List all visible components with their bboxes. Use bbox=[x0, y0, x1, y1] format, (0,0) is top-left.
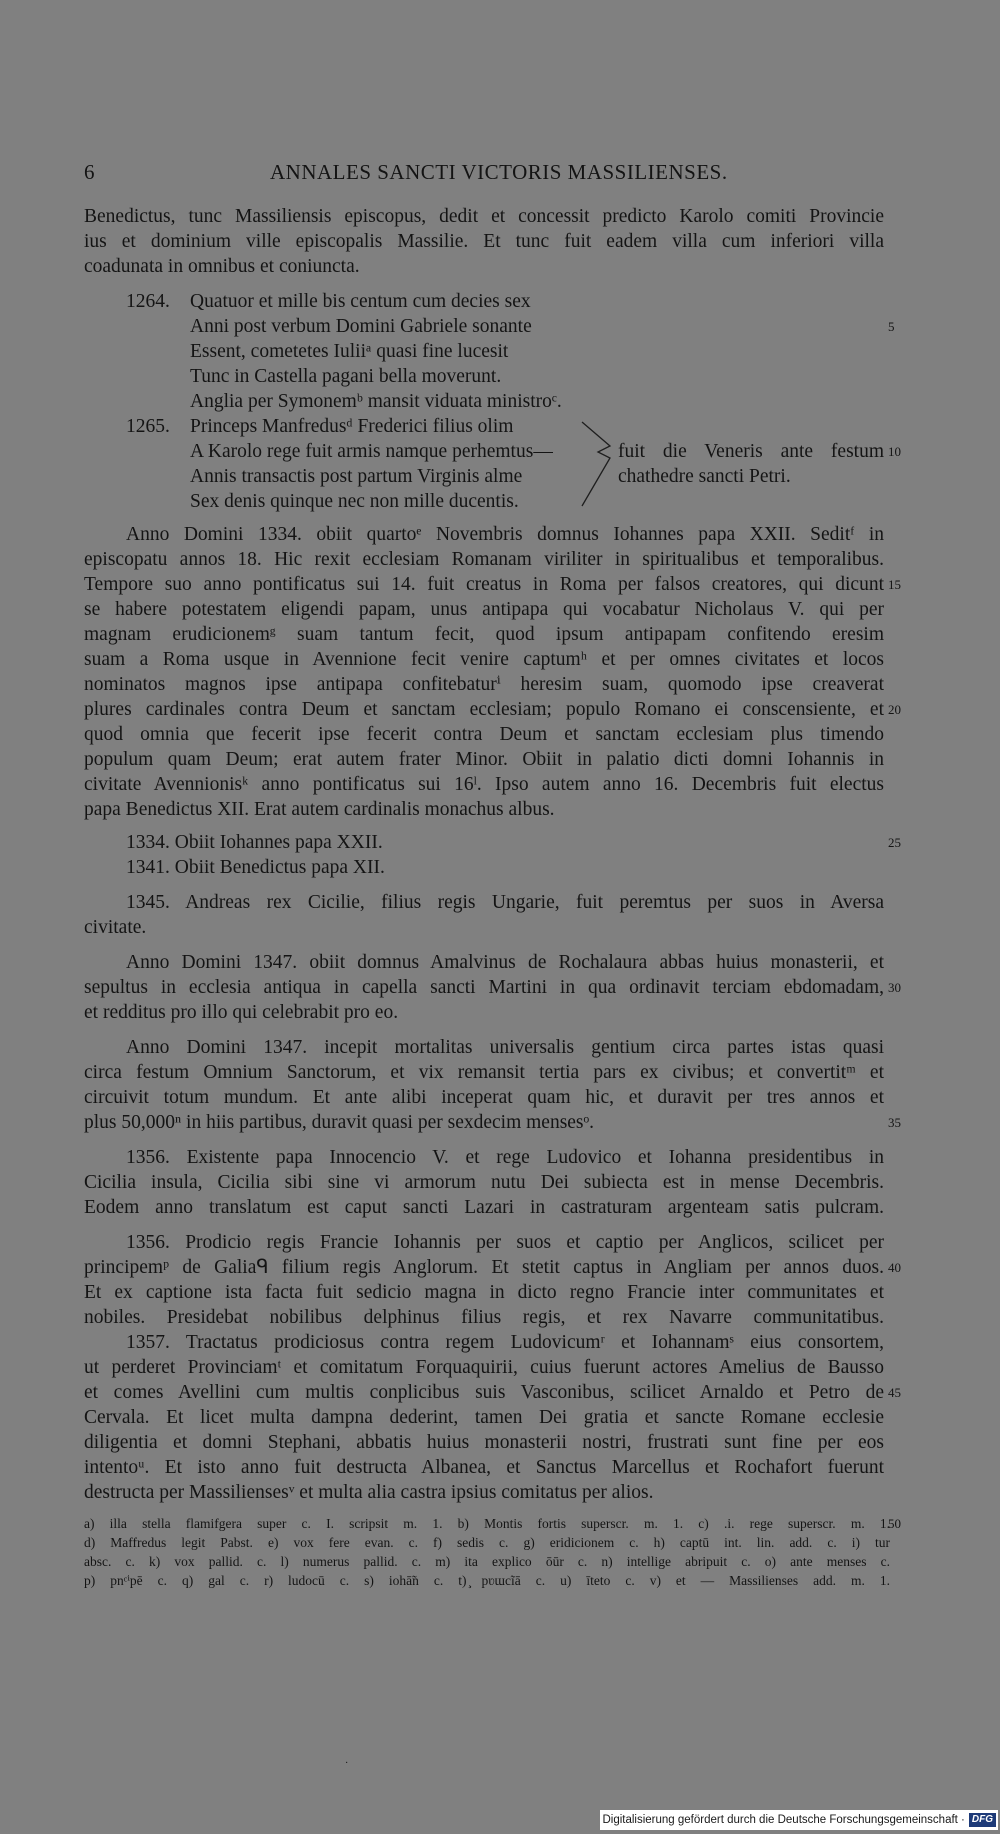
text-line: et comes Avellini cum multis conplicibus suis Vasconibus, scilicet Arnaldo et Petro de bbox=[84, 1382, 884, 1403]
dfg-logo: DFG bbox=[969, 1813, 996, 1827]
line-number: 20 bbox=[888, 702, 901, 717]
line-number: 35 bbox=[888, 1115, 901, 1130]
text-line: ut perderet Provinciamᵗ et comitatum Forquaquirii, cuius fuerunt actores Amelius de Bausso bbox=[84, 1357, 884, 1378]
verse-line: Anglia per Symonemᵇ mansit viduata ministroᶜ. bbox=[190, 391, 562, 412]
text-line: episcopatu annos 18. Hic rexit ecclesiam Romanam viriliter in spiritualibus et temporalibus. bbox=[84, 549, 884, 570]
text-line: plures cardinales contra Deum et sanctam ecclesiam; populo Romano ei conscensiente, et bbox=[84, 699, 884, 720]
text-line: populum quam Deum; erat autem frater Minor. Obiit in palatio dicti domni Iohannis in bbox=[84, 749, 884, 770]
brace-icon bbox=[578, 420, 618, 510]
line-number: 10 bbox=[888, 444, 901, 459]
text-line: et redditus pro illo qui celebrabit pro eo. bbox=[84, 1002, 399, 1023]
text-line: Benedictus, tunc Massiliensis episcopus, dedit et concessit predicto Karolo comiti Provincie bbox=[84, 206, 884, 227]
footnote-line: p) pnᶜⁱpē c. q) gal c. r) ludocū c. s) iohā̃n c. t) ̧pʋɯcĩā c. u) īteto c. v) et — Massilienses add. m. 1. bbox=[84, 1573, 890, 1588]
text-line: nobiles. Presidebat nobilibus delphinus filius regis, et rex Navarre communitatibus. bbox=[84, 1307, 884, 1328]
line-number: 15 bbox=[888, 577, 901, 592]
line-number: 30 bbox=[888, 980, 901, 995]
text-line: 1334. Obiit Iohannes papa XXII. bbox=[126, 832, 383, 853]
text-line: Anno Domini 1347. obiit domnus Amalvinus de Rochalaura abbas huius monasterii, et bbox=[126, 952, 884, 973]
text-line: 1345. Andreas rex Cicilie, filius regis Ungarie, fuit peremtus per suos in Aversa bbox=[126, 892, 884, 913]
text-line: 1356. Prodicio regis Francie Iohannis per suos et captio per Anglicos, scilicet per bbox=[126, 1232, 884, 1253]
line-number: 50 bbox=[888, 1516, 901, 1531]
verse-line: Sex denis quinque nec non mille ducentis. bbox=[190, 491, 519, 512]
text-line: 1356. Existente papa Innocencio V. et rege Ludovico et Iohanna presidentibus in bbox=[126, 1147, 884, 1168]
year-label: 1265. bbox=[126, 416, 170, 437]
verse-line: Essent, cometetes Iuliiᵃ quasi fine lucesit bbox=[190, 341, 509, 362]
verse-line: Quatuor et mille bis centum cum decies sex bbox=[190, 291, 531, 312]
text-line: quod omnia que fecerit ipse fecerit contra Deum et sanctam ecclesiam plus timendo bbox=[84, 724, 884, 745]
text-line: Cicilia insula, Cicilia sibi sine vi armorum nutu Dei subiecta est in mense Decembris. bbox=[84, 1172, 884, 1193]
text-line: ius et dominium ville episcopalis Massilie. Et tunc fuit eadem villa cum inferiori villa bbox=[84, 231, 884, 252]
text-line: intentoᵘ. Et isto anno fuit destructa Albanea, et Sanctus Marcellus et Rochafort fuerunt bbox=[84, 1457, 884, 1478]
line-number: 45 bbox=[888, 1385, 901, 1400]
text-line: 1357. Tractatus prodiciosus contra regem Ludovicumʳ et Iohannamˢ eius consortem, bbox=[126, 1332, 884, 1353]
text-line: Anno Domini 1334. obiit quartoᵉ Novembris domnus Iohannes papa XXII. Seditᶠ in bbox=[126, 524, 884, 545]
page-number: 6 bbox=[84, 160, 95, 184]
ink-dot: · bbox=[345, 1758, 349, 1769]
text-line: nominatos magnos ipse antipapa confitebaturⁱ heresim suam, quomodo ipse creaverat bbox=[84, 674, 884, 695]
footnote-line: a) illa stella flamifgera super c. I. scripsit m. 1. b) Montis fortis superscr. m. 1. c) .i. rege superscr. m. 1. bbox=[84, 1516, 890, 1531]
text-line: destructa per Massiliensesᵛ et multa alia castra ipsius comitatus per alios. bbox=[84, 1482, 654, 1503]
text-line: Cervala. Et licet multa dampna dederint, tamen Dei gratia et sancte Romane ecclesie bbox=[84, 1407, 884, 1428]
margin-note-line: chathedre sancti Petri. bbox=[618, 466, 791, 487]
line-number: 40 bbox=[888, 1260, 901, 1275]
text-line: Et ex captione ista facta fuit sedicio magna in dicto regno Francie inter communitates et bbox=[84, 1282, 884, 1303]
running-header bbox=[84, 160, 914, 190]
text-line: plus 50,000ⁿ in hiis partibus, duravit quasi per sexdecim mensesᵒ. bbox=[84, 1112, 595, 1133]
margin-note-line: fuit die Veneris ante festum bbox=[618, 441, 884, 462]
text-line: Eodem anno translatum est caput sancti Lazari in castraturam argenteam satis pulcram. bbox=[84, 1197, 884, 1218]
verse-line: Anni post verbum Domini Gabriele sonante bbox=[190, 316, 532, 337]
text-line: 1341. Obiit Benedictus papa XII. bbox=[126, 857, 385, 878]
year-label: 1264. bbox=[126, 291, 170, 312]
text-line: principemᵖ de Galiaᑫ filium regis Anglorum. Et stetit captus in Angliam per annos duos. bbox=[84, 1257, 884, 1278]
verse-line: A Karolo rege fuit armis namque perhemtus— bbox=[190, 441, 553, 462]
text-line: Tempore suo anno pontificatus sui 14. fuit creatus in Roma per falsos creatores, qui dicunt bbox=[84, 574, 884, 595]
text-line: coadunata in omnibus et coniuncta. bbox=[84, 256, 360, 277]
running-title: ANNALES SANCTI VICTORIS MASSILIENSES. bbox=[270, 160, 728, 184]
text-line: papa Benedictus XII. Erat autem cardinalis monachus albus. bbox=[84, 799, 555, 820]
text-line: se habere potestatem eligendi papam, unus antipapa qui vocabatur Nicholaus V. qui per bbox=[84, 599, 884, 620]
line-number: 25 bbox=[888, 835, 901, 850]
text-line: sepultus in ecclesia antiqua in capella sancti Martini in qua ordinavit terciam ebdomadam, bbox=[84, 977, 884, 998]
verse-line: Princeps Manfredusᵈ Frederici filius olim bbox=[190, 416, 514, 437]
footer-text: Digitalisierung gefördert durch die Deutsche Forschungsgemeinschaft · bbox=[602, 1814, 965, 1826]
line-number: 5 bbox=[888, 319, 895, 334]
text-line: civitate. bbox=[84, 917, 147, 938]
text-line: magnam erudicionemᵍ suam tantum fecit, quod ipsum antipapam confitendo eresim bbox=[84, 624, 884, 645]
verse-line: Annis transactis post partum Virginis alme bbox=[190, 466, 523, 487]
text-line: suam a Roma usque in Avennione fecit venire captumʰ et per omnes civitates et locos bbox=[84, 649, 884, 670]
text-line: circa festum Omnium Sanctorum, et vix remansit tertia pars ex civibus; et convertitᵐ et bbox=[84, 1062, 884, 1083]
digitization-footer bbox=[600, 1810, 998, 1830]
footnote-line: d) Maffredus legit Pabst. e) vox fere evan. c. f) sedis c. g) eridicionem c. h) captū int. lin. add. c. i) tur bbox=[84, 1535, 890, 1550]
footnote-line: absc. c. k) vox pallid. c. l) numerus pallid. c. m) ita explico ōūr c. n) intellige abripuit c. o) ante menses c. bbox=[84, 1554, 890, 1569]
text-line: civitate Avennionisᵏ anno pontificatus sui 16ˡ. Ipso autem anno 16. Decembris fuit electus bbox=[84, 774, 884, 795]
verse-line: Tunc in Castella pagani bella moverunt. bbox=[190, 366, 502, 387]
text-line: circuivit totum mundum. Et ante alibi inceperat quam hic, et duravit per tres annos et bbox=[84, 1087, 884, 1108]
text-line: diligentia et domni Stephani, abbatis huius monasterii nostri, frustrati sunt fine per eos bbox=[84, 1432, 884, 1453]
text-line: Anno Domini 1347. incepit mortalitas universalis gentium circa partes istas quasi bbox=[126, 1037, 884, 1058]
